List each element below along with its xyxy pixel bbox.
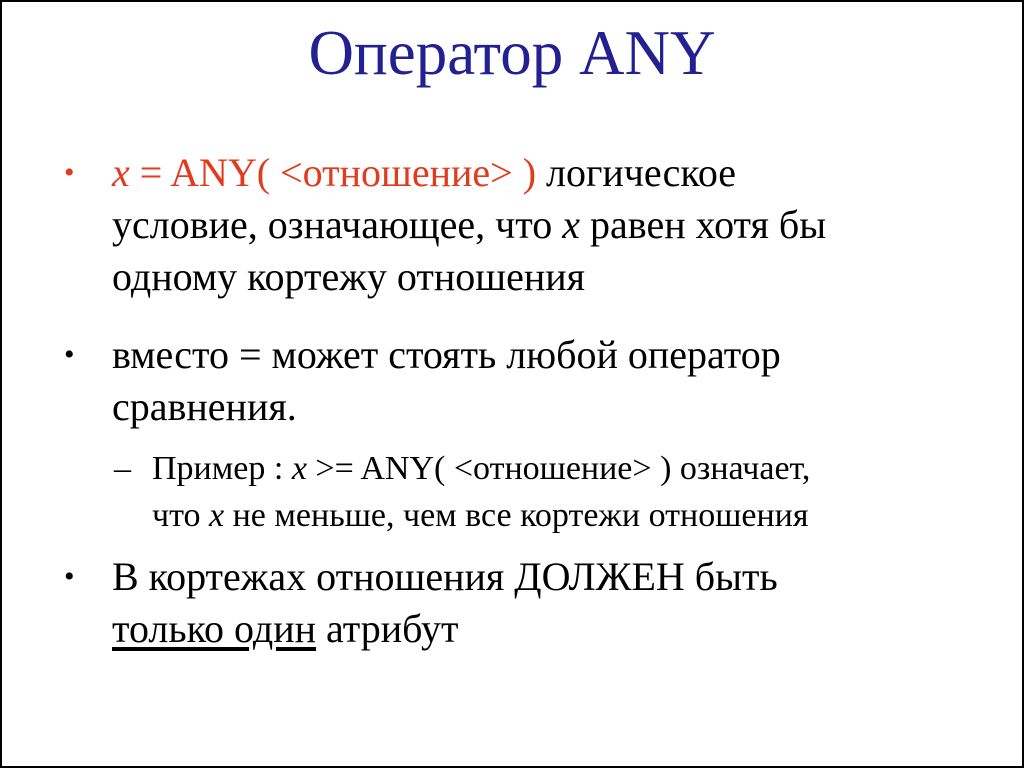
bullet-marker-icon: • bbox=[64, 337, 75, 371]
text-run: одному кортежу отношения bbox=[112, 253, 586, 299]
text-run: = ANY( <отношение> ) bbox=[129, 149, 547, 195]
bullet-list bbox=[2, 147, 1022, 655]
bullet-line bbox=[112, 381, 781, 433]
bullet-item bbox=[2, 551, 1022, 655]
bullet-line bbox=[152, 492, 810, 539]
bullet-item bbox=[2, 445, 1022, 539]
bullet-text bbox=[112, 551, 778, 655]
bullet-item bbox=[2, 147, 1022, 303]
text-run: В кортежах отношения ДОЛЖЕН быть bbox=[112, 553, 778, 599]
text-run: только один bbox=[112, 605, 317, 651]
text-run: x bbox=[291, 449, 307, 487]
text-run: атрибут bbox=[316, 605, 459, 651]
text-run: равен хотя бы bbox=[580, 201, 827, 247]
text-run: x bbox=[562, 201, 581, 247]
text-run: Пример : bbox=[152, 449, 292, 487]
text-run: >= ANY( <отношение> ) означает, bbox=[306, 449, 811, 487]
text-run: x bbox=[209, 496, 225, 534]
bullet-line bbox=[112, 329, 781, 381]
text-run: не меньше, чем все кортежи отношения bbox=[224, 496, 809, 534]
bullet-marker-icon: • bbox=[64, 155, 75, 189]
text-run: условие, означающее, что bbox=[112, 201, 563, 247]
bullet-line bbox=[112, 551, 778, 603]
bullet-item bbox=[2, 329, 1022, 433]
text-run: x bbox=[112, 149, 130, 195]
bullet-marker-icon: – bbox=[114, 449, 131, 487]
bullet-text bbox=[112, 329, 781, 433]
bullet-line bbox=[112, 251, 826, 303]
bullet-line bbox=[112, 147, 826, 199]
bullet-text bbox=[112, 147, 826, 303]
bullet-marker-icon: • bbox=[64, 559, 75, 593]
bullet-line bbox=[112, 603, 778, 655]
text-run: вместо = может стоять любой оператор bbox=[112, 331, 781, 377]
bullet-line bbox=[112, 199, 826, 251]
text-run: что bbox=[152, 496, 210, 534]
text-run: сравнения. bbox=[112, 383, 297, 429]
slide-title: Оператор ANY bbox=[308, 18, 716, 88]
bullet-text bbox=[152, 445, 810, 539]
text-run: логическое bbox=[546, 149, 737, 195]
bullet-line bbox=[152, 445, 810, 492]
